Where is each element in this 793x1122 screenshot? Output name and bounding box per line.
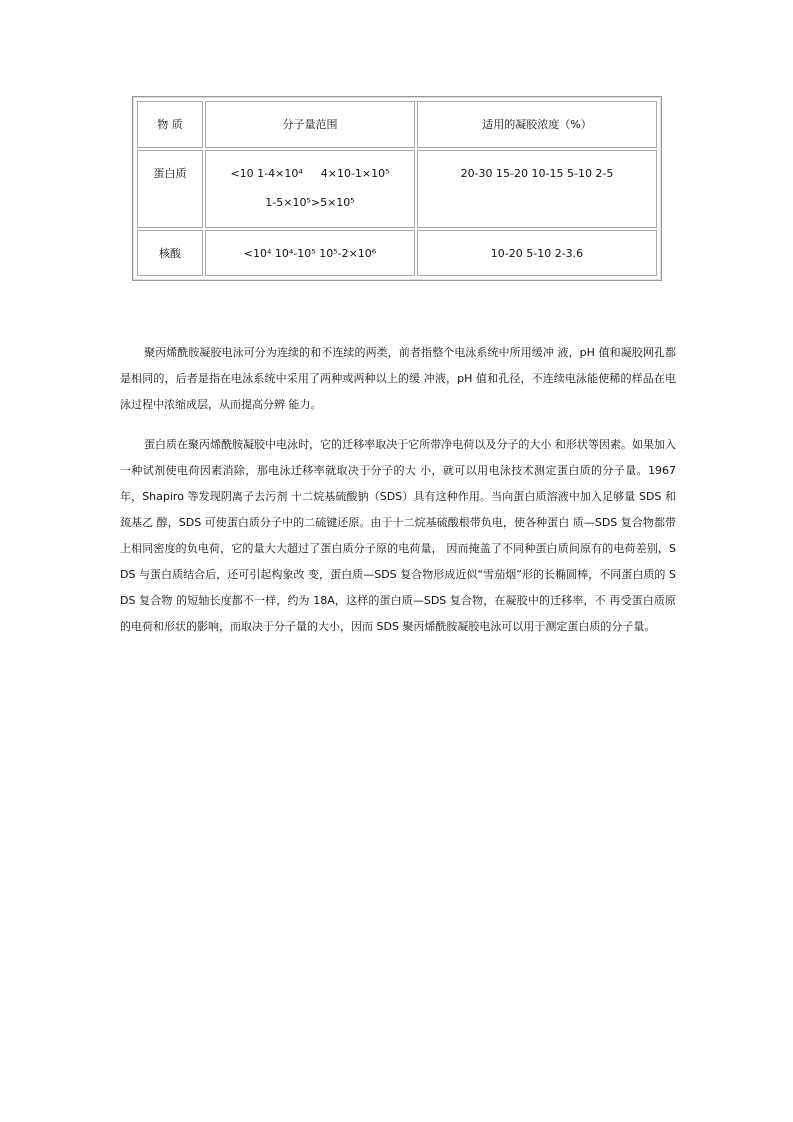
protein-concentration-value: 20-30 15-20 10-15 5-10 2-5: [460, 167, 614, 180]
substance-label: 蛋白质: [153, 167, 187, 180]
paragraph-sds-page: 蛋白质在聚丙烯酰胺凝胶中电泳时，它的迁移率取决于它所带净电荷以及分子的大小 和形状等因素。如果加入一种试剂使电荷因素消除，那电泳迁移率就取决于分子的大 小，就可以用电泳技术测定蛋白质的分子量。1967 年，Shapiro 等发现阴离子去污剂 十二烷基硫酸钠（SDS）具有这种作用。当向蛋白质溶液中加入足够量 SDS 和巯基乙 醇，SDS 可使蛋白质分子中的二硫键还原。由于十二烷基硫酸根带负电，使各种蛋白 质—SDS 复合物都带上相同密度的负电荷，它的量大大超过了蛋白质分子原的电荷量， 因而掩盖了不同种蛋白质间原有的电荷差别，SDS 与蛋白质结合后，还可引起构象改 变，蛋白质—SDS 复合物形成近似“雪茄烟”形的长椭圆棒，不同蛋白质的 SDS 复合物 的短轴长度都不一样，约为 18A，这样的蛋白质—SDS 复合物，在凝胶中的迁移率，不 再受蛋白质原的电荷和形状的影响，而取决于分子量的大小，因而 SDS 聚丙烯酰胺凝胶电泳可以用于测定蛋白质的分子量。: [120, 438, 676, 633]
cell-substance-protein: [137, 150, 203, 228]
table-row: [137, 150, 657, 228]
table-row: [137, 230, 657, 276]
cell-substance-nucleic-acid: 核酸: [137, 230, 203, 276]
header-substance: 物 质: [137, 101, 203, 148]
protein-range-content: [206, 151, 414, 211]
protein-range-part-a: <10 1-4×10⁴: [230, 167, 303, 180]
cell-nucleic-acid-range: <10⁴ 10⁴-10⁵ 10⁵-2×10⁶: [205, 230, 415, 276]
protein-range-line-2: 1-5×10⁵>5×10⁵: [265, 196, 355, 209]
cell-protein-range: [205, 150, 415, 228]
molecular-weight-table: [132, 96, 662, 281]
cell-nucleic-acid-concentration: 10-20 5-10 2-3.6: [417, 230, 657, 276]
protein-range-line-1: [206, 165, 414, 182]
paragraph-continuous-discontinuous: 聚丙烯酰胺凝胶电泳可分为连续的和不连续的两类，前者指整个电泳系统中所用缓冲 液，pH 值和凝胶网孔都是相同的，后者是指在电泳系统中采用了两种或两种以上的缓 冲液，pH 值和孔径，不连续电泳能使稀的样品在电泳过程中浓缩成层，从而提高分辨 能力。: [120, 346, 676, 411]
table-grid: [135, 99, 659, 278]
protein-range-part-b: 4×10-1×10⁵: [320, 167, 390, 180]
header-molecular-weight-range: 分子量范围: [205, 101, 415, 148]
header-gel-concentration: 适用的凝胶浓度（%）: [417, 101, 657, 148]
table-header-row: [137, 101, 657, 148]
cell-protein-concentration: [417, 150, 657, 228]
